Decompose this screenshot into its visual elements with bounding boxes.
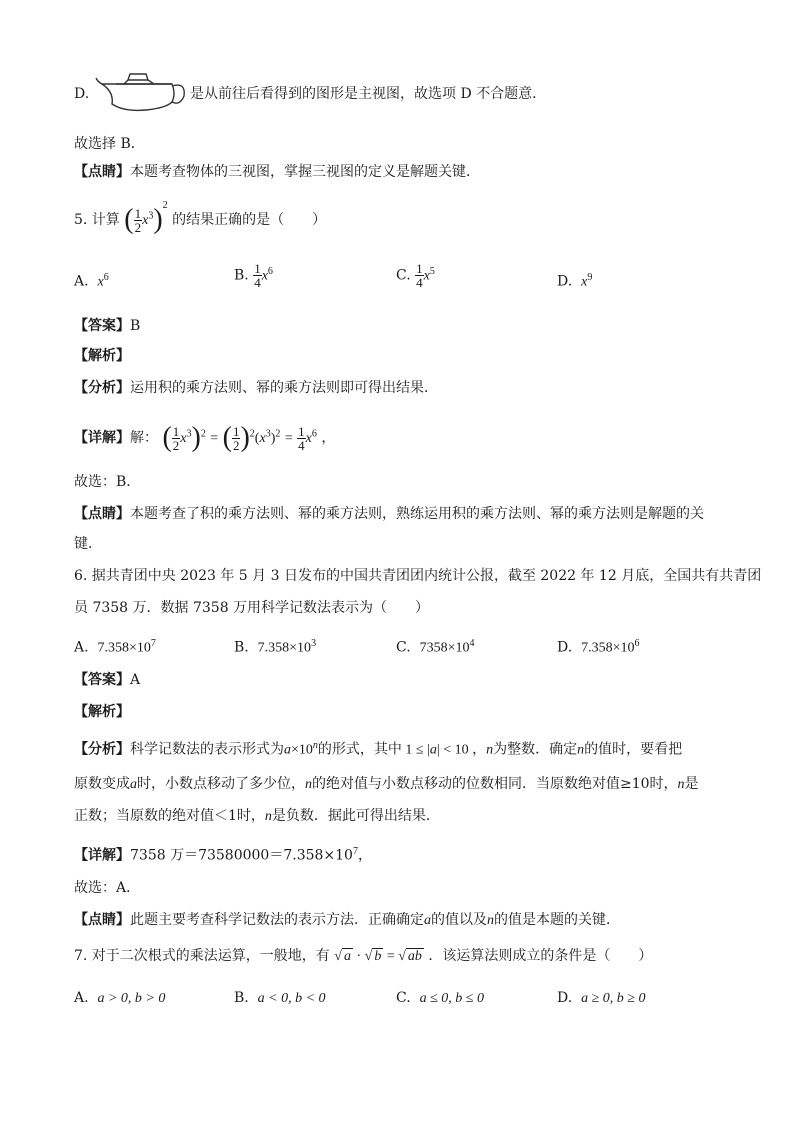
option-label: C. (396, 990, 411, 1006)
q5-prefix: 5. 计算 (74, 212, 120, 228)
option-label: B. (234, 990, 249, 1006)
q6-answer (74, 670, 140, 690)
q5-expression: ( $\frac{1}{2}$ $x^3)^2$ (124, 200, 168, 235)
fenxi-tag: 【分析】 (74, 380, 130, 396)
detail-tag: 【详解】 (74, 847, 130, 864)
q6-comment: 【点睛】此题主要考查科学记数法的表示方法．正确确定a的值以及n的值是本题的关键． (74, 912, 620, 928)
q5-suffix: 的结果正确的是（ ） (172, 212, 327, 228)
q5-comment-line2: 键． (74, 536, 102, 552)
option-label: B. (234, 267, 249, 284)
q6-fenxi-line3: 正数；当原数的绝对值＜1时，n是负数．据此可得出结果． (74, 808, 440, 824)
fenxi-text: 运用积的乘方法则、幂的乘方法则即可得出结果． (130, 380, 438, 396)
q6-question-line1: 6. 据共青团中央 2023 年 5 月 3 日发布的中国共青团团内统计公报，截至 2022 年 12 月底，全国共有共青团 (74, 568, 762, 584)
answer-value: B (130, 318, 141, 334)
option-d-line (74, 84, 89, 104)
fenxi-tag: 【分析】 (74, 741, 130, 758)
q5-option-c: C. $\frac{1}{4}$ $x^5$ (396, 261, 435, 291)
answer-tag: 【答案】 (74, 318, 130, 334)
analysis-tag: 【解析】 (74, 348, 130, 364)
q6-option-a: A. $7.358\times 10^7$ (74, 638, 156, 656)
option-label: D. (557, 639, 573, 656)
comment-text: 本题考查物体的三视图，掌握三视图的定义是解题关键． (130, 164, 480, 180)
q4-comment (74, 162, 480, 182)
q7-option-c: C. a ≤ 0, b ≤ 0 (396, 990, 484, 1006)
option-label: C. (396, 639, 411, 656)
q6-fenxi-line2: 原数变成a时，小数点移动了多少位，n的绝对值与小数点移动的位数相同．当原数绝对值≥10时，n是 (74, 776, 699, 792)
q5-answer (74, 316, 140, 336)
q7-prefix: 7. 对于二次根式的乘法运算，一般地，有 (74, 948, 330, 964)
comment-tag: 【点睛】 (74, 164, 130, 180)
option-label: D. (557, 273, 573, 290)
option-label: A. (74, 990, 89, 1006)
q7-option-b: B. a < 0, b < 0 (234, 990, 326, 1006)
q5-detail (74, 424, 335, 452)
comment-tag: 【点睛】 (74, 506, 130, 522)
q5-option-a: A. $x^6$ (74, 272, 109, 290)
q6-analysis-tag (74, 702, 130, 722)
option-d-explanation: 是从前往后看得到的图形是主视图，故选项 D 不合题意． (190, 86, 547, 102)
q5-option-d: D. $x^9$ (557, 272, 593, 290)
option-label: A. (74, 273, 89, 290)
q7-formula: √ a · √ b = √ ab (334, 949, 422, 964)
q6-question-line2: 员 7358 万．数据 7358 万用科学记数法表示为（ ） (74, 600, 430, 616)
q7-option-d: D. a ≥ 0, b ≥ 0 (557, 990, 646, 1006)
option-label: C. (396, 267, 411, 284)
detail-tag: 【详解】 (74, 430, 130, 446)
q5-comment (74, 504, 704, 524)
final-choice: 故选择 B． (74, 136, 145, 152)
option-label: D. (74, 86, 90, 102)
q6-option-b: B. $7.358\times 10^3$ (234, 638, 317, 656)
q5-analysis-tag (74, 346, 130, 366)
q6-detail: 【详解】7358 万$=73580000=7.358\times 10^7$， (74, 846, 372, 864)
comment-tag: 【点睛】 (74, 912, 130, 928)
q5-choose: 故选：B． (74, 474, 141, 490)
teapot-front-view-figure (94, 62, 190, 116)
q5-question (74, 200, 327, 235)
comment-text: 本题考查了积的乘方法则、幂的乘方法则，熟练运用积的乘方法则、幂的乘方法则是解题的关 (130, 506, 704, 522)
q6-fenxi-line1: 【分析】科学记数法的表示形式为$a\times 10^n$的形式，其中 1 ≤ |a| < 10 ，n为整数．确定n的值时，要看把 (74, 740, 683, 758)
option-label: D. (557, 990, 573, 1006)
q6-option-d: D. $7.358\times 10^6$ (557, 638, 640, 656)
analysis-tag: 【解析】 (74, 704, 130, 720)
q5-detail-formula: ( $\frac{1}{2}$ $x^3)^2$ = ( $\frac{1}{2}$ )$^2(x^3)^2$ = $\frac{1}{4}$ $x^6$ ， (162, 422, 336, 453)
option-label: B. (234, 639, 249, 656)
q7-option-a: A. a > 0, b > 0 (74, 990, 166, 1006)
q5-option-b: B. $\frac{1}{4}$ $x^6$ (234, 261, 273, 291)
answer-tag: 【答案】 (74, 672, 130, 688)
q7-suffix: ．该运算法则成立的条件是（ ） (428, 948, 653, 964)
q7-question (74, 946, 652, 967)
answer-value: A (130, 672, 141, 688)
option-label: A. (74, 639, 89, 656)
detail-prefix: 解： (130, 430, 158, 446)
detail-text: 7358 万＝73580000＝7.358×10 (130, 847, 353, 864)
q6-option-c: C. $7358\times 10^4$ (396, 638, 475, 656)
q5-fenxi (74, 378, 438, 398)
q6-choose: 故选：A． (74, 880, 141, 896)
